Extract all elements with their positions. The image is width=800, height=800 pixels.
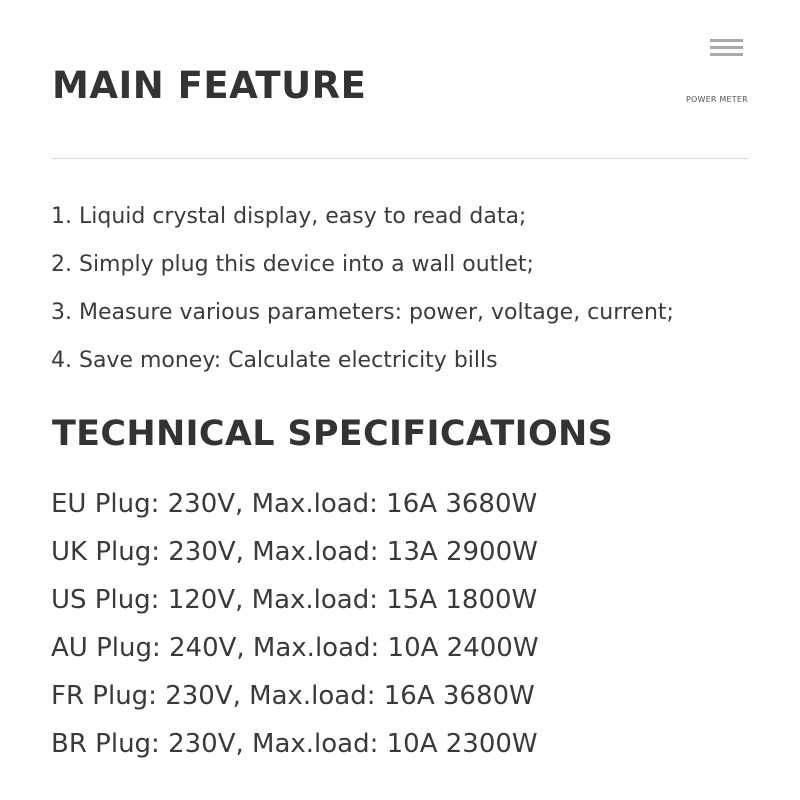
spec-item: US Plug: 120V, Max.load: 15A 1800W <box>51 585 538 615</box>
feature-item: 4. Save money: Calculate electricity bills <box>51 348 498 373</box>
spec-item: EU Plug: 230V, Max.load: 16A 3680W <box>51 489 538 519</box>
hamburger-menu-icon[interactable] <box>710 39 743 58</box>
feature-list <box>51 193 674 385</box>
spec-list <box>51 480 539 768</box>
menu-icon-bar <box>710 39 743 42</box>
specifications-title: TECHNICAL SPECIFICATIONS <box>52 414 614 454</box>
feature-item: 1. Liquid crystal display, easy to read data; <box>51 204 527 229</box>
brand-label: POWER METER <box>686 95 748 104</box>
spec-item: AU Plug: 240V, Max.load: 10A 2400W <box>51 633 539 663</box>
spec-item: UK Plug: 230V, Max.load: 13A 2900W <box>51 537 538 567</box>
spec-item: BR Plug: 230V, Max.load: 10A 2300W <box>51 729 538 759</box>
feature-item: 2. Simply plug this device into a wall outlet; <box>51 252 534 277</box>
feature-item: 3. Measure various parameters: power, voltage, current; <box>51 300 674 325</box>
spec-item: FR Plug: 230V, Max.load: 16A 3680W <box>51 681 535 711</box>
menu-icon-bar <box>710 46 743 49</box>
menu-icon-bar <box>710 53 743 56</box>
page-title: MAIN FEATURE <box>52 64 367 107</box>
header-divider <box>52 158 748 159</box>
